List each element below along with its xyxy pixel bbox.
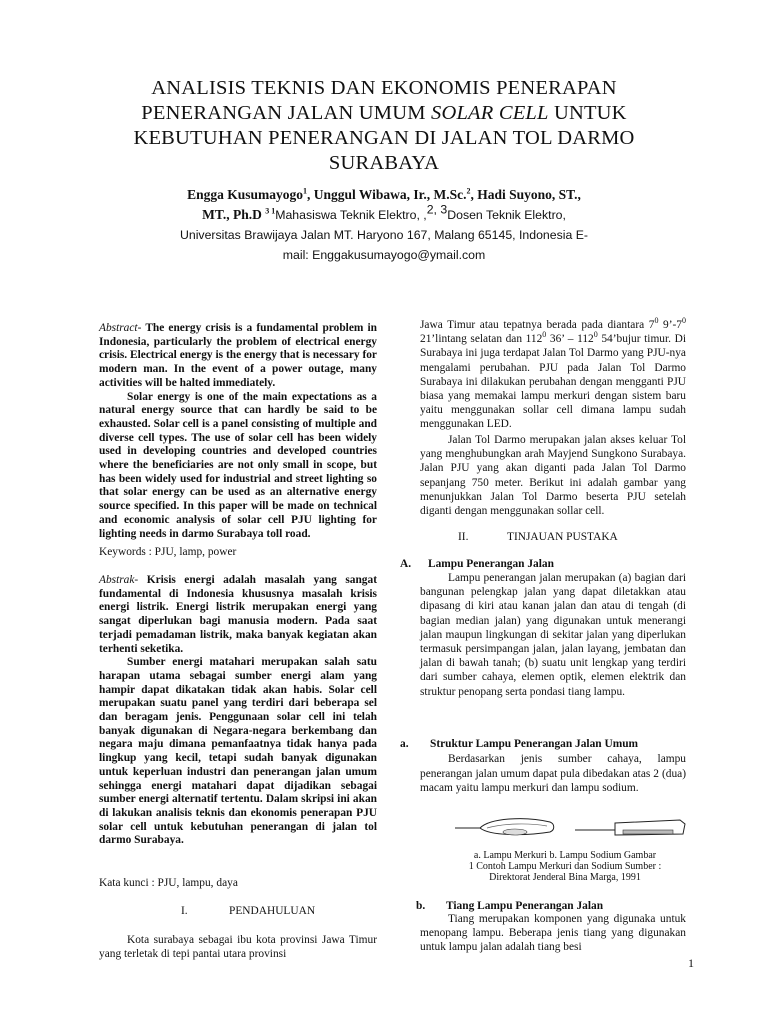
affiliation-line-1: Universitas Brawijaya Jalan MT. Haryono 167, Malang 65145, Indonesia E-	[179, 228, 589, 242]
affiliation-line-2: mail: Enggakusumayogo@ymail.com	[282, 248, 486, 262]
abstrak-indonesia	[99, 574, 377, 848]
sodium-lamp-drawing	[575, 820, 685, 835]
page-number: 1	[688, 956, 694, 970]
abstrak-p1: Krisis energi adalah masalah yang sangat fundamental di Indonesia khususnya masalah krisis energi listrik. Energi listrik merupakan energi yang sangat diperlukan bagi manusia modern. Pada saat terjadi pemadaman listrik, maka banyak kegiatan akan terhenti seketika.	[99, 574, 377, 655]
subsection-b-paragraph: Tiang merupakan komponen yang digunaka untuk menopang lampu. Beberapa jenis tiang yang digunakan untuk lampu jalan adalah tiang besi	[420, 913, 686, 954]
right-paragraph-2: Jalan Tol Darmo merupakan jalan akses keluar Tol yang menghubungkan arah Mayjend Sungkono Surabaya. Jalan PJU yang akan diganti pada Jalan Tol Darmo sepanjang 750 meter. Berikut ini adalah gambar yang menunjukkan Jalan Tol Darmo beserta PJU setelah diganti dengan menggunakan sollar cell.	[420, 434, 686, 518]
section-1-paragraph: Kota surabaya sebagai ibu kota provinsi Jawa Timur yang terletak di tepi pantai utara provinsi	[99, 934, 377, 960]
abstract-english	[99, 322, 377, 541]
subsection-a-lower-heading: a. Struktur Lampu Penerangan Jalan Umum	[400, 738, 639, 750]
abstrak-p2: Sumber energi matahari merupakan salah satu harapan utama sebagai sumber energi alam yang hampir dapat dikatakan tidak akan habis. Solar cell merupakan suatu panel yang terdiri dari beberapa sel dan beragam jenis. Penggunaan solar cell ini telah banyak digunakan di Negara-negara berkembang dan negara maju dimana pemanfaatnya tidak hanya pada lingkup yang kecil, tetapi sudah banyak digunakan untuk keperluan industri dan penerangan jalan umum sehingga energi matahari dapat dijadikan sebagai sumber energi alternatif tertentu. Dalam skripsi ini akan di lakukan analisis teknis dan ekonomis penerapan PJU solar cell untuk kebutuhan penerangan di jalan tol darmo Surabaya.	[99, 656, 377, 847]
subsection-a-heading: A. Lampu Penerangan Jalan	[400, 558, 554, 570]
abstract-p1: The energy crisis is a fundamental problem in Indonesia, particularly the problem of electrical energy crisis. Electrical energy is the energy that is necessary for modern man. In the event of a power outage, many activities will be halted immediately.	[99, 322, 377, 389]
keywords-en: Keywords : PJU, lamp, power	[99, 546, 237, 558]
lamp-figure	[455, 808, 695, 848]
abstract-p2: Solar energy is one of the main expectations as a natural energy source that can hardly be said to be exhausted. Solar cell is a panel consisting of multiple and diverse cell types. The use of solar cell has been widely used in developing countries and developed countries where the beneficiaries are not only small in scope, but has been widely used for industrial and street lighting so that solar energy can be used as an alternative energy source specified. In this paper will be made on technical and economic analysis of solar cell PJU lighting for lighting needs in darmo Surabaya toll road.	[99, 390, 377, 540]
right-paragraph-1: Jawa Timur atau tepatnya berada pada diantara $7^0$ $9’-7^0$ 21’lintang selatan dan $112^0$ 36’ – $112^0$ 54’bujur timur. Di Surabaya ini juga terdapat Jalan Tol Darmo yang PJU-nya mengalami perubahan. PJU pada Jalan Tol Darmo Surabaya ini dilakukan perubahan dengan mengganti PJU biasa yang memakai lampu merkuri dengan sistem baru yaitu menggunakan sollar cell dimana lampu sudah menggunakan LED.	[420, 316, 686, 431]
paper-title	[40, 76, 728, 176]
mercury-lamp-drawing	[455, 819, 554, 835]
kata-kunci: Kata kunci : PJU, lampu, daya	[99, 877, 238, 889]
figure-caption: a. Lampu Merkuri b. Lampu Sodium Gambar 1 Contoh Lampu Merkuri dan Sodium Sumber : Direktorat Jenderal Bina Marga, 1991	[468, 850, 662, 883]
subsection-a-lower-paragraph: Berdasarkan jenis sumber cahaya, lampu penerangan jalan umum dapat pula dibedakan atas 2 (dua) macam yaitu lampu merkuri dan lampu sodium.	[420, 753, 686, 794]
title-line-3: KEBUTUHAN PENERANGAN DI JALAN TOL DARMO	[133, 127, 635, 149]
author-line-1: Engga Kusumayogo$^1$, Unggul Wibawa, Ir., M.Sc.$^2$, Hadi Suyono, ST.,	[187, 186, 581, 202]
abstrak-label: Abstrak-	[99, 574, 139, 586]
title-line-4: SURABAYA	[328, 152, 440, 174]
author-block	[60, 185, 708, 265]
title-line-1: ANALISIS TEKNIS DAN EKONOMIS PENERAPAN	[151, 77, 617, 99]
subsection-a-paragraph: Lampu penerangan jalan merupakan (a) bagian dari bangunan pelengkap jalan yang dapat diletakkan atau dipasang di kiri atau kanan jalan dan atau di tengah (di bagian median jalan) yang digunakan untuk menerangi jalan maupun lingkungan di sekitar jalan yang diperlukan termasuk persimpangan jalan, jalan layang, jembatan dan jalan di bawah tanah; (b) suatu unit lengkap yang terdiri dari sumber cahaya, elemen optik, elemen elektrik dan struktur penopang serta pondasi tiang lampu.	[420, 572, 686, 698]
author-line-2: MT., Ph.D $^{3 1}$Mahasiswa Teknik Elektro, ,$^{2, 3}$Dosen Teknik Elektro,	[202, 202, 566, 222]
subsection-b-heading: b. Tiang Lampu Penerangan Jalan	[416, 900, 604, 912]
title-line-2: PENERANGAN JALAN UMUM SOLAR CELL UNTUK	[141, 102, 627, 124]
abstract-label: Abstract-	[99, 322, 142, 334]
